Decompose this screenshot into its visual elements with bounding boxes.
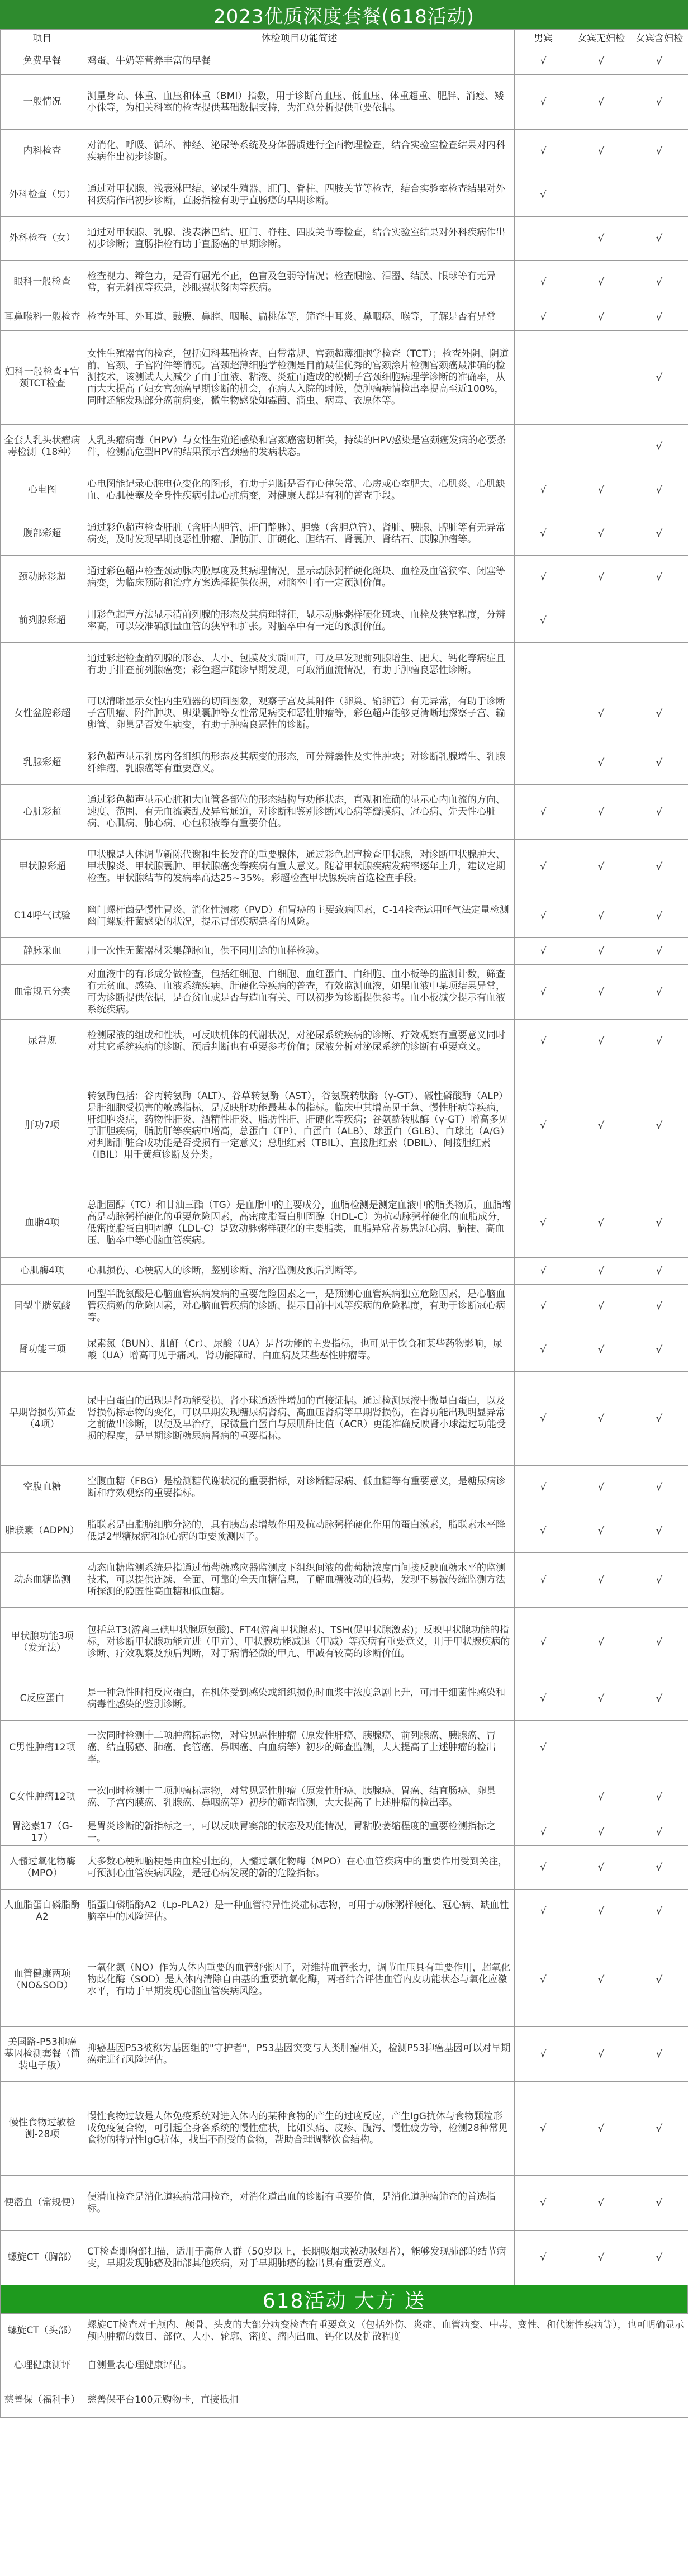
row-item-name: 全套人乳头状瘤病毒检测（18种） [1, 425, 84, 468]
row-male-mark: √ [515, 1328, 572, 1372]
row-female-married-mark: √ [630, 1933, 688, 2027]
table-row [1, 1188, 688, 1258]
row-item-name: 同型半胱氨酸 [1, 1285, 84, 1328]
row-item-name: 胃泌素17（G-17） [1, 1819, 84, 1846]
row-female-married-mark: √ [630, 1372, 688, 1466]
table-row [1, 938, 688, 965]
row-description: 通过对甲状腺、乳腺、浅表淋巴结、肛门、脊柱、四肢关节等检查，结合实验室结果对外科疾病作出初步诊断；直肠指检有助于直肠癌的早期诊断。 [84, 217, 515, 261]
row-female-unmarried-mark: √ [572, 1677, 630, 1721]
table-row [1, 1890, 688, 1933]
row-female-married-mark: √ [630, 1285, 688, 1328]
table-row [1, 643, 688, 686]
row-female-married-mark: √ [630, 894, 688, 938]
row-description: 检测尿液的组成和性状，可反映机体的代谢状况，对泌尿系统疾病的诊断、疗效观察有重要意义同时对其它系统疾病的诊断、预后判断也有重要参考价值；尿液分析对泌尿系统的诊断有重要意义。 [84, 1020, 515, 1063]
row-female-married-mark [630, 173, 688, 217]
row-female-married-mark: √ [630, 938, 688, 965]
package-table [0, 29, 688, 2285]
row-male-mark [515, 643, 572, 686]
table-row [1, 894, 688, 938]
row-item-name: 颈动脉彩超 [1, 556, 84, 599]
row-description: 测量身高、体重、血压和体重（BMI）指数，用于诊断高血压、低血压、体重超重、肥胖、消瘦、矮小侏等，为相关科室的检查提供基础数据支持，为汇总分析提供重要依据。 [84, 75, 515, 130]
row-description: 大多数心梗和脑梗是由血栓引起的，人髓过氧化物酶（MPO）在心血管疾病中的重要作用受到关注，可预测心血管疾病风险，是冠心病发展的新的危险指标。 [84, 1846, 515, 1890]
row-item-name: C男性肿瘤12项 [1, 1721, 84, 1775]
row-item-name: 尿常规 [1, 1020, 84, 1063]
row-female-unmarried-mark: √ [572, 1372, 630, 1466]
table-row [1, 1933, 688, 2027]
row-item-name: 耳鼻喉科一般检查 [1, 304, 84, 331]
table-row [1, 556, 688, 599]
row-female-unmarried-mark: √ [572, 1258, 630, 1285]
row-item-name: 女性盆腔彩超 [1, 686, 84, 741]
row-female-married-mark: √ [630, 965, 688, 1020]
activity-item-name: 心理健康测评 [1, 2348, 84, 2383]
row-description: 一次同时检测十二项肿瘤标志物，对常见恶性肿瘤（原发性肝癌、胰腺癌、前列腺癌、胰腺癌、胃癌、结直肠癌、肺癌、食管癌、鼻咽癌、白血病等）初步的筛查监测，大大提高了上述肿瘤的检出率。 [84, 1721, 515, 1775]
row-description: 通过彩色超声检查颈动脉内膜厚度及其病理情况，显示动脉粥样硬化斑块、血栓及血管狭窄、闭塞等病变，为临床预防和治疗方案选择提供依据，对脑卒中有一定预测价值。 [84, 556, 515, 599]
row-female-unmarried-mark: √ [572, 2082, 630, 2176]
row-female-unmarried-mark [572, 1721, 630, 1775]
row-description: 心肌损伤、心梗病人的诊断，鉴别诊断、治疗监测及预后判断等。 [84, 1258, 515, 1285]
row-description: 尿素氮（BUN）、肌酐（Cr）、尿酸（UA）是肾功能的主要指标，也可见于饮食和某些药物影响，尿酸（UA）增高可见于痛风、肾功能障碍、白血病及某些恶性肿瘤等。 [84, 1328, 515, 1372]
row-male-mark: √ [515, 261, 572, 304]
row-item-name: 免费早餐 [1, 48, 84, 75]
row-item-name: 早期肾损伤筛查（4项） [1, 1372, 84, 1466]
table-row [1, 1258, 688, 1285]
row-male-mark: √ [515, 2027, 572, 2082]
row-item-name: 甲状腺功能3项（发光法） [1, 1608, 84, 1677]
row-description: 脂蛋白磷脂酶A2（Lp-PLA2）是一种血管特异性炎症标志物，可用于动脉粥样硬化、冠心病、缺血性脑卒中的风险评估。 [84, 1890, 515, 1933]
row-female-married-mark: √ [630, 1188, 688, 1258]
row-description: 心电图能记录心脏电位变化的图形，有助于判断是否有心律失常、心房或心室肥大、心肌炎、心肌缺血、心肌梗塞及全身性疾病引起心脏病变，对健康人群是有利的普查手段。 [84, 468, 515, 512]
row-item-name: 空腹血糖 [1, 1466, 84, 1509]
row-description: 便潜血检查是消化道疾病常用检查，对消化道出血的诊断有重要价值，是消化道肿瘤筛查的首选指标。 [84, 2176, 515, 2231]
header-desc: 体检项目功能简述 [84, 30, 515, 48]
row-female-unmarried-mark: √ [572, 2176, 630, 2231]
row-female-married-mark: √ [630, 785, 688, 840]
row-female-unmarried-mark: √ [572, 1846, 630, 1890]
row-item-name: 外科检查（男） [1, 173, 84, 217]
row-female-unmarried-mark: √ [572, 2027, 630, 2082]
table-row [1, 840, 688, 894]
row-item-name: 眼科一般检查 [1, 261, 84, 304]
row-male-mark: √ [515, 1372, 572, 1466]
row-description: 通过彩色超声检查肝脏（含肝内胆管、肝门静脉）、胆囊（含胆总管）、肾脏、胰腺、脾脏等有无异常病变，及时发现早期良恶性肿瘤、脂肪肝、肝硬化、胆结石、肾囊肿、肾结石、胰腺肿瘤等。 [84, 512, 515, 556]
row-female-married-mark: √ [630, 512, 688, 556]
row-male-mark [515, 741, 572, 785]
table-row [1, 1608, 688, 1677]
activity-item-name: 慈善保（福利卡） [1, 2383, 84, 2418]
row-description: 甲状腺是人体调节新陈代谢和生长发育的重要腺体，通过彩色超声检查甲状腺，对诊断甲状腺肿大、甲状腺炎、甲状腺囊肿、甲状腺癌变等疾病有重大意义。随着甲状腺疾病发病率逐年上升，建议定期检查。甲状腺结节的发病率高达25~35%。彩超检查甲状腺疾病首选检查手段。 [84, 840, 515, 894]
row-item-name: 腹部彩超 [1, 512, 84, 556]
row-male-mark: √ [515, 48, 572, 75]
row-female-unmarried-mark: √ [572, 686, 630, 741]
row-item-name: 前列腺彩超 [1, 599, 84, 643]
row-description: 脂联素是由脂肪细胞分泌的，具有胰岛素增敏作用及抗动脉粥样硬化作用的蛋白激素，脂联素水平降低是2型糖尿病和冠心病的重要预测因子。 [84, 1509, 515, 1553]
row-female-married-mark [630, 643, 688, 686]
row-male-mark: √ [515, 75, 572, 130]
row-female-married-mark: √ [630, 1775, 688, 1819]
row-item-name: 人髓过氧化物酶（MPO） [1, 1846, 84, 1890]
row-female-unmarried-mark [572, 331, 630, 425]
row-female-married-mark: √ [630, 1608, 688, 1677]
table-row [1, 785, 688, 840]
table-row [1, 1285, 688, 1328]
row-female-unmarried-mark: √ [572, 261, 630, 304]
row-description: 转氨酶包括：谷丙转氨酶（ALT）、谷草转氨酶（AST），谷氨酰转肽酶（γ-GT）、碱性磷酸酶（ALP）是肝细胞受损害的敏感指标，是反映肝功能最基本的指标。临床中其增高见于急、慢性肝病等疾病，肝细胞炎症，药物性肝炎、酒精性肝炎、脂肪性肝、肝硬化等疾病；谷氨酰转肽酶（γ-GT）增高多见于肝胆疾病，脂肪肝等疾病中增高，总蛋白（TP）、白蛋白（ALB）、球蛋白（GLB）、白球比（A/G）对判断肝脏合成功能是否受损有一定意义；总胆红素（TBIL）、直接胆红素（DBIL）、间接胆红素（IBIL）用于黄疸诊断及分类。 [84, 1063, 515, 1188]
row-description: 女性生殖器官的检查，包括妇科基础检查、白带常规、宫颈超薄细胞学检查（TCT）；检查外阴、阴道前、宫颈、子宫附件等情况。宫颈超薄细胞学检测是目前最佳优秀的宫颈涂片检测宫颈癌最准确的检测技术，该测试大大减少了由于血液、粘液、炎症而造成的模糊子宫颈细胞病理学诊断的准确率，从而大大提高了妇女宫颈癌早期诊断的机会，在病人入院的时候，使肿瘤病情检出率提高至近100%，同时还能发现部分癌前病变，微生物感染如霉菌、滴虫、病毒、衣原体等。 [84, 331, 515, 425]
row-male-mark: √ [515, 130, 572, 173]
row-item-name: 一般情况 [1, 75, 84, 130]
row-female-unmarried-mark: √ [572, 894, 630, 938]
row-female-married-mark: √ [630, 217, 688, 261]
row-female-married-mark: √ [630, 686, 688, 741]
row-male-mark [515, 425, 572, 468]
row-male-mark: √ [515, 1608, 572, 1677]
row-item-name: C14呼气试验 [1, 894, 84, 938]
row-female-married-mark [630, 1721, 688, 1775]
row-female-married-mark: √ [630, 1509, 688, 1553]
row-female-unmarried-mark [572, 173, 630, 217]
header-female-unmarried: 女宾无妇检 [572, 30, 630, 48]
table-row [1, 2231, 688, 2285]
row-female-unmarried-mark: √ [572, 1933, 630, 2027]
row-female-married-mark: √ [630, 48, 688, 75]
row-male-mark: √ [515, 1553, 572, 1608]
row-male-mark: √ [515, 1933, 572, 2027]
row-item-name: 心脏彩超 [1, 785, 84, 840]
row-description: 用彩色超声方法显示清前列腺的形态及其病理特征，显示动脉粥样硬化斑块、血栓及狭窄程度，分辨率高，可以较准确测量血管的狭窄和扩张。对脑卒中有一定的预测价值。 [84, 599, 515, 643]
table-header-row [1, 30, 688, 48]
row-female-unmarried-mark: √ [572, 1775, 630, 1819]
row-description: 鸡蛋、牛奶等营养丰富的早餐 [84, 48, 515, 75]
row-item-name: 肾功能三项 [1, 1328, 84, 1372]
row-item-name: 脂联素（ADPN） [1, 1509, 84, 1553]
row-male-mark: √ [515, 1509, 572, 1553]
row-male-mark: √ [515, 1819, 572, 1846]
activity-body [1, 2314, 688, 2418]
row-description: 空腹血糖（FBG）是检测糖代谢状况的重要指标，对诊断糖尿病、低血糖等有重要意义，是糖尿病诊断和疗效观察的重要指标。 [84, 1466, 515, 1509]
row-female-unmarried-mark: √ [572, 840, 630, 894]
row-female-married-mark: √ [630, 1466, 688, 1509]
row-male-mark: √ [515, 304, 572, 331]
table-row [1, 1553, 688, 1608]
row-male-mark: √ [515, 2082, 572, 2176]
table-row [1, 1819, 688, 1846]
row-male-mark: √ [515, 894, 572, 938]
row-description: 动态血糖监测系统是指通过葡萄糖感应器监测皮下组织间液的葡萄糖浓度而间接反映血糖水平的监测技术，可以提供连续、全面、可靠的全天血糖信息，了解血糖波动的趋势，发现不易被传统监测方法所探测的隐匿性高血糖和低血糖。 [84, 1553, 515, 1608]
row-female-unmarried-mark: √ [572, 1608, 630, 1677]
row-female-unmarried-mark: √ [572, 75, 630, 130]
table-row [1, 1466, 688, 1509]
table-row [1, 2082, 688, 2176]
row-description: 总胆固醇（TC）和甘油三酯（TG）是血脂中的主要成分，血脂检测是测定血液中的脂类物质，血脂增高是动脉粥样硬化的重要危险因素，高密度脂蛋白胆固醇（HDL-C）为抗动脉粥样硬化的血脂成分，低密度脂蛋白胆固醇（LDL-C）是致动脉粥样硬化的主要脂类，血脂异常者易患冠心病、脑梗、高血压、脑卒中等心脑血管疾病。 [84, 1188, 515, 1258]
row-description: 可以清晰显示女性内生殖器的切面图象，观察子宫及其附件（卵巢、输卵管）有无异常，有助于诊断子宫肌瘤、附件肿块、卵巢囊肿等女性常见病变和恶性肿瘤等，彩色超声能够更清晰地探察子宫、输卵管、卵巢是否发生病变，有助于肿瘤良恶性的诊断。 [84, 686, 515, 741]
table-row [1, 2176, 688, 2231]
activity-row [1, 2314, 688, 2348]
table-row [1, 1509, 688, 1553]
row-description: 人乳头瘤病毒（HPV）与女性生殖道感染和宫颈癌密切相关，持续的HPV感染是宫颈癌发病的必要条件，检测高危型HPV的结果预示宫颈癌的发病状态。 [84, 425, 515, 468]
row-female-unmarried-mark [572, 643, 630, 686]
row-male-mark: √ [515, 1020, 572, 1063]
row-female-married-mark: √ [630, 261, 688, 304]
row-female-married-mark: √ [630, 2027, 688, 2082]
row-female-unmarried-mark: √ [572, 1063, 630, 1188]
row-female-unmarried-mark: √ [572, 1020, 630, 1063]
row-female-unmarried-mark: √ [572, 965, 630, 1020]
row-male-mark: √ [515, 1063, 572, 1188]
row-item-name: C反应蛋白 [1, 1677, 84, 1721]
activity-item-name: 螺旋CT（头部） [1, 2314, 84, 2348]
row-male-mark [515, 217, 572, 261]
activity-description: 慈善保平台100元购物卡，直接抵扣 [84, 2383, 688, 2418]
row-male-mark: √ [515, 2176, 572, 2231]
row-description: 一次同时检测十二项肿瘤标志物，对常见恶性肿瘤（原发性肝癌、胰腺癌、胃癌、结直肠癌、卵巢癌、子宫内膜癌、乳腺癌、鼻咽癌等）初步的筛查监测，大大提高了上述肿瘤的检出率。 [84, 1775, 515, 1819]
header-male: 男宾 [515, 30, 572, 48]
table-row [1, 2027, 688, 2082]
row-female-married-mark: √ [630, 840, 688, 894]
row-male-mark: √ [515, 556, 572, 599]
row-male-mark: √ [515, 1188, 572, 1258]
row-female-married-mark: √ [630, 741, 688, 785]
row-male-mark: √ [515, 1846, 572, 1890]
row-description: 彩色超声显示乳房内各组织的形态及其病变的形态，可分辨囊性及实性肿块；对诊断乳腺增生、乳腺纤维瘤、乳腺癌等有重要意义。 [84, 741, 515, 785]
row-male-mark: √ [515, 938, 572, 965]
activity-row [1, 2383, 688, 2418]
activity-title: 618活动 大方 送 [0, 2285, 688, 2313]
row-female-unmarried-mark: √ [572, 1328, 630, 1372]
row-female-unmarried-mark: √ [572, 1553, 630, 1608]
row-item-name: 血常规五分类 [1, 965, 84, 1020]
row-female-married-mark: √ [630, 2231, 688, 2285]
row-female-unmarried-mark: √ [572, 48, 630, 75]
table-row [1, 965, 688, 1020]
row-female-unmarried-mark: √ [572, 1509, 630, 1553]
table-body [1, 48, 688, 2285]
row-male-mark: √ [515, 173, 572, 217]
row-female-married-mark: √ [630, 1846, 688, 1890]
page-title: 2023优质深度套餐(618活动) [0, 0, 688, 29]
row-item-name: 美国路-P53抑癌基因检测套餐（简装电子版） [1, 2027, 84, 2082]
row-item-name: 血脂4项 [1, 1188, 84, 1258]
table-row [1, 1328, 688, 1372]
row-female-unmarried-mark: √ [572, 512, 630, 556]
row-item-name: 动态血糖监测 [1, 1553, 84, 1608]
activity-row [1, 2348, 688, 2383]
table-row [1, 1677, 688, 1721]
row-male-mark: √ [515, 512, 572, 556]
row-description: 慢性食物过敏是人体免疫系统对进入体内的某种食物的产生的过度反应，产生IgG抗体与食物颗粒形成免疫复合物，可引起全身各系统的慢性症状，比如头痛、皮疹、腹泻、慢性疲劳等，检测28种常见食物的特异性IgG抗体，找出不耐受的食物，帮助合理调整饮食结构。 [84, 2082, 515, 2176]
row-male-mark: √ [515, 2231, 572, 2285]
row-description: 幽门螺杆菌是慢性胃炎、消化性溃疡（PVD）和胃癌的主要致病因素，C-14检查运用呼气法定量检测幽门螺旋杆菌感染的状况，提示胃部疾病患者的风险。 [84, 894, 515, 938]
table-row [1, 217, 688, 261]
row-description: 用一次性无菌器材采集静脉血，供不同用途的血样检验。 [84, 938, 515, 965]
table-row [1, 48, 688, 75]
activity-description: 自测量表心理健康评估。 [84, 2348, 688, 2383]
row-item-name: 肝功7项 [1, 1063, 84, 1188]
row-female-married-mark: √ [630, 1063, 688, 1188]
row-item-name: 螺旋CT（胸部） [1, 2231, 84, 2285]
row-female-unmarried-mark: √ [572, 938, 630, 965]
header-item: 项目 [1, 30, 84, 48]
table-row [1, 468, 688, 512]
row-item-name: 外科检查（女） [1, 217, 84, 261]
table-row [1, 331, 688, 425]
row-description: 同型半胱氨酸是心脑血管疾病发病的重要危险因素之一，是预测心血管疾病独立危险因素，是心脑血管疾病新的危险因素，对心脑血管疾病的诊断、提示目前中风等疾病的危险程度，有助于诊断冠心病等。 [84, 1285, 515, 1328]
row-item-name: 心电图 [1, 468, 84, 512]
row-item-name: 人血脂蛋白磷脂酶A2 [1, 1890, 84, 1933]
row-item-name: 慢性食物过敏检测-28项 [1, 2082, 84, 2176]
activity-description: 螺旋CT检查对于颅内、颅骨、头皮的大部分病变检查有重要意义（包括外伤、炎症、血管病变、中毒、变性、和代谢性疾病等），也可明确显示颅内肿瘤的数目、部位、大小、轮廓、密度、瘤内出血、钙化以及扩散程度 [84, 2314, 688, 2348]
row-female-married-mark: √ [630, 75, 688, 130]
row-male-mark [515, 686, 572, 741]
row-item-name: 妇科一般检查+宫颈TCT检查 [1, 331, 84, 425]
row-male-mark: √ [515, 785, 572, 840]
row-female-married-mark: √ [630, 2082, 688, 2176]
row-female-unmarried-mark: √ [572, 1285, 630, 1328]
row-description: 对消化、呼吸、循环、神经、泌尿等系统及身体器质进行全面物理检查，结合实验室检查结果对内科疾病作出初步诊断。 [84, 130, 515, 173]
row-male-mark: √ [515, 840, 572, 894]
row-female-unmarried-mark: √ [572, 2231, 630, 2285]
row-item-name [1, 643, 84, 686]
row-description: 是胃炎诊断的新指标之一，可以反映胃窦部的状态及功能情况，胃粘膜萎缩程度的重要检测指标之一。 [84, 1819, 515, 1846]
row-female-unmarried-mark: √ [572, 130, 630, 173]
table-row [1, 304, 688, 331]
row-male-mark: √ [515, 965, 572, 1020]
row-female-unmarried-mark: √ [572, 1466, 630, 1509]
row-female-married-mark: √ [630, 304, 688, 331]
row-description: 通过彩色超声显示心脏和大血管各部位的形态结构与功能状态，直观和准确的显示心内血流的方向、速度、范围、有无血流紊乱及异常通道，对诊断和鉴别诊断风心病等瓣膜病、冠心病、先天性心脏病、心肌病、肺心病、心包积液等有重要价值。 [84, 785, 515, 840]
header-female-married: 女宾含妇检 [630, 30, 688, 48]
row-description: 对血液中的有形成分做检查，包括红细胞、白细胞、血红蛋白、白细胞、血小板等的监测计数，筛查有无贫血、感染、血液系统疾病、肝硬化等疾病的普查，有效监测血液，如果血液中某项结果异常，可为诊断提供依据，是否贫血或是否与造血有关、可以初步为诊断提供参考。血小板减少提示有血液系统疾病。 [84, 965, 515, 1020]
row-description: 通过对甲状腺、浅表淋巴结、泌尿生殖器、肛门、脊柱、四肢关节等检查，结合实验室检查结果对外科疾病作出初步诊断，直肠指检有助于直肠癌的早期诊断。 [84, 173, 515, 217]
row-female-married-mark: √ [630, 1890, 688, 1933]
row-female-unmarried-mark: √ [572, 741, 630, 785]
row-female-married-mark: √ [630, 1677, 688, 1721]
row-female-married-mark: √ [630, 556, 688, 599]
table-row [1, 130, 688, 173]
table-row [1, 1063, 688, 1188]
row-female-unmarried-mark: √ [572, 1890, 630, 1933]
row-female-unmarried-mark: √ [572, 785, 630, 840]
row-male-mark: √ [515, 599, 572, 643]
row-description: 抑癌基因P53被称为基因组的"守护者"，P53基因突变与人类肿瘤相关，检测P53抑癌基因可以对早期癌症进行风险评估。 [84, 2027, 515, 2082]
row-description: 是一种急性时相反应蛋白，在机体受到感染或组织损伤时血浆中浓度急剧上升，可用于细菌性感染和病毒性感染的鉴别诊断。 [84, 1677, 515, 1721]
table-row [1, 512, 688, 556]
row-female-married-mark: √ [630, 1819, 688, 1846]
row-female-married-mark [630, 599, 688, 643]
row-male-mark: √ [515, 1285, 572, 1328]
row-female-unmarried-mark: √ [572, 1819, 630, 1846]
row-description: 检查外耳、外耳道、鼓膜、鼻腔、咽喉、扁桃体等，筛查中耳炎、鼻咽癌、喉等，了解是否有异常 [84, 304, 515, 331]
table-row [1, 425, 688, 468]
row-female-married-mark: √ [630, 331, 688, 425]
row-male-mark: √ [515, 1890, 572, 1933]
row-item-name: 甲状腺彩超 [1, 840, 84, 894]
table-row [1, 1020, 688, 1063]
table-row [1, 1846, 688, 1890]
row-description: 检查视力、辩色力，是否有屈光不正，色盲及色弱等情况；检查眼睑、泪器、结膜、眼球等有无异常，有无斜视等疾患，沙眼翼状胬肉等疾病。 [84, 261, 515, 304]
row-description: 一氧化氮（NO）作为人体内重要的血管舒张因子，对维持血管张力，调节血压具有重要作用，超氧化物歧化酶（SOD）是人体内清除自由基的重要抗氧化酶，两者结合评估血管内皮功能状态与氧化应激水平，有助于早期发现心脑血管疾病风险。 [84, 1933, 515, 2027]
row-female-unmarried-mark: √ [572, 468, 630, 512]
row-female-married-mark: √ [630, 1258, 688, 1285]
row-female-married-mark: √ [630, 1553, 688, 1608]
table-row [1, 173, 688, 217]
row-female-married-mark: √ [630, 425, 688, 468]
table-row [1, 741, 688, 785]
row-female-married-mark: √ [630, 1020, 688, 1063]
row-male-mark [515, 1775, 572, 1819]
row-male-mark: √ [515, 1677, 572, 1721]
row-female-unmarried-mark: √ [572, 304, 630, 331]
row-female-unmarried-mark [572, 425, 630, 468]
row-description: CT检查即胸部扫描，适用于高危人群（50岁以上，长期吸烟或被动吸烟者），能够发现肺部的结节病变，早期发现肺癌及肺部其他疾病，对于早期肺癌的检出具有重要意义。 [84, 2231, 515, 2285]
row-male-mark: √ [515, 1721, 572, 1775]
row-description: 通过彩超检查前列腺的形态、大小、包膜及实质回声，可及早发现前列腺增生、肥大、钙化等病症且有助于排查前列腺癌变；彩色超声随诊早期发现，可取消血流情况，有助于肿瘤良恶性诊断。 [84, 643, 515, 686]
table-row [1, 1721, 688, 1775]
row-female-unmarried-mark: √ [572, 217, 630, 261]
row-male-mark: √ [515, 1466, 572, 1509]
row-female-unmarried-mark: √ [572, 556, 630, 599]
row-male-mark: √ [515, 468, 572, 512]
row-item-name: 心肌酶4项 [1, 1258, 84, 1285]
table-row [1, 1372, 688, 1466]
row-female-married-mark: √ [630, 2176, 688, 2231]
row-item-name: 内科检查 [1, 130, 84, 173]
row-item-name: C女性肿瘤12项 [1, 1775, 84, 1819]
table-row [1, 599, 688, 643]
table-row [1, 75, 688, 130]
row-item-name: 便潜血（常规便） [1, 2176, 84, 2231]
row-item-name: 血管健康两项（NO&SOD） [1, 1933, 84, 2027]
row-item-name: 乳腺彩超 [1, 741, 84, 785]
row-female-unmarried-mark: √ [572, 1188, 630, 1258]
row-female-married-mark: √ [630, 130, 688, 173]
row-description: 尿中白蛋白的出现是肾功能受损、肾小球通透性增加的直接证据。通过检测尿液中微量白蛋白，以及肾损伤标志物的变化，可以早期发现糖尿病肾病、高血压肾病等早期肾损伤，在肾功能出现明显异常之前做出诊断，以便及早治疗，尿微量白蛋白与尿肌酐比值（ACR）更能准确反映肾小球滤过功能受损的程度，是早期诊断糖尿病肾病的重要指标。 [84, 1372, 515, 1466]
row-male-mark [515, 331, 572, 425]
table-row [1, 686, 688, 741]
table-row [1, 261, 688, 304]
row-male-mark: √ [515, 1258, 572, 1285]
row-female-married-mark: √ [630, 468, 688, 512]
row-female-unmarried-mark [572, 599, 630, 643]
row-female-married-mark: √ [630, 1328, 688, 1372]
row-description: 包括总T3(游离三碘甲状腺原氨酸)、FT4(游离甲状腺素)、TSH(促甲状腺激素)；反映甲状腺功能的指标，对诊断甲状腺功能亢进（甲亢）、甲状腺功能减退（甲减）等疾病有重要意义，用于甲状腺疾病的诊断、疗效观察及预后判断，对于病情轻微的甲亢、甲减有较高的诊断价值。 [84, 1608, 515, 1677]
activity-table [0, 2313, 688, 2418]
row-item-name: 静脉采血 [1, 938, 84, 965]
table-row [1, 1775, 688, 1819]
